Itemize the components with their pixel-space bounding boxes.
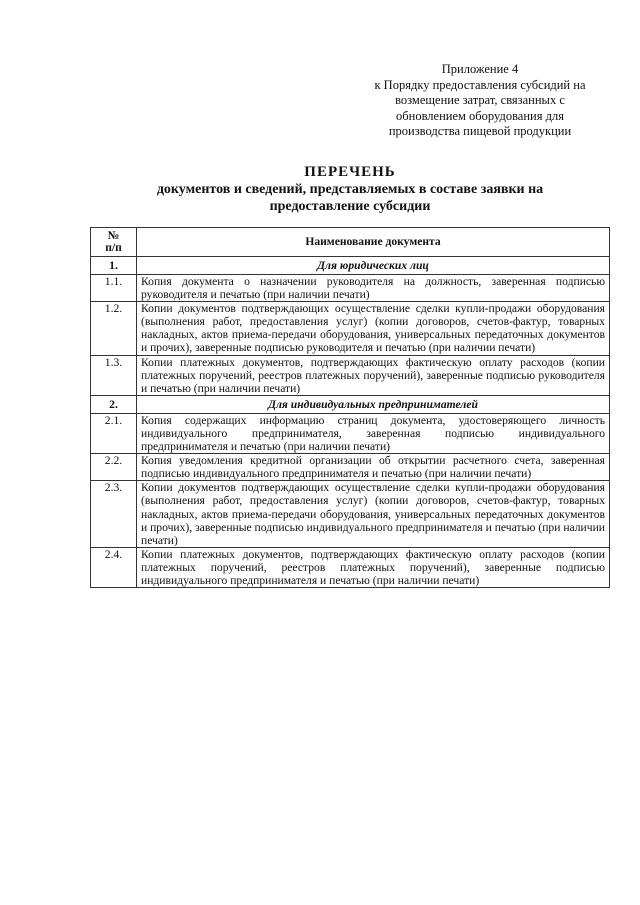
section-row-legal-entities bbox=[91, 257, 610, 275]
header-number bbox=[91, 228, 137, 257]
table-row bbox=[91, 454, 610, 481]
row-number: 1.3. bbox=[91, 355, 137, 395]
row-text: Копии документов подтверждающих осуществление сделки купли-продажи оборудования (выполнения работ, предоставления услуг) (копии договоров, счетов-фактур, товарных накладных, актов приема-передачи оборудования, универсальных передаточных документов и прочих), заверенные подписью индивидуального предпринимателя и печатью (при наличии печати) bbox=[137, 481, 610, 547]
section-number: 2. bbox=[91, 395, 137, 413]
appendix-line: Приложение 4 bbox=[441, 62, 519, 76]
row-number: 2.2. bbox=[91, 454, 137, 481]
document-title bbox=[90, 163, 610, 215]
documents-table bbox=[90, 227, 610, 588]
section-row-entrepreneurs bbox=[91, 395, 610, 413]
header-number-line-2: п/п bbox=[105, 241, 122, 254]
row-text: Копии платежных документов, подтверждающих фактическую оплату расходов (копии платежных поручений, реестров платежных поручений), заверенные подписью руководителя и печатью (при наличии печати) bbox=[137, 355, 610, 395]
section-number: 1. bbox=[91, 257, 137, 275]
row-number: 1.2. bbox=[91, 302, 137, 355]
title-line-2: предоставление субсидии bbox=[269, 199, 431, 214]
title-line-1: документов и сведений, представляемых в составе заявки на bbox=[156, 182, 544, 197]
header-number-line-1: № bbox=[107, 228, 120, 242]
section-title: Для юридических лиц bbox=[137, 257, 610, 275]
row-number: 2.3. bbox=[91, 481, 137, 547]
appendix-line: производства пищевой продукции bbox=[388, 124, 572, 138]
section-title: Для индивидуальных предпринимателей bbox=[137, 395, 610, 413]
appendix-line: обновлением оборудования для bbox=[396, 108, 564, 123]
table-row bbox=[91, 275, 610, 302]
row-text: Копии платежных документов, подтверждающих фактическую оплату расходов (копии платежных поручений, реестров платежных поручений), заверенные подписью индивидуального предпринимателя и печатью (при наличии печати) bbox=[137, 547, 610, 587]
title-main: ПЕРЕЧЕНЬ bbox=[304, 164, 396, 180]
table-header-row bbox=[91, 228, 610, 257]
header-document-name: Наименование документа bbox=[137, 228, 610, 257]
row-text: Копии документов подтверждающих осуществление сделки купли-продажи оборудования (выполнения работ, предоставления услуг) (копии договоров, счетов-фактур, товарных накладных, актов приема-передачи оборудования, универсальных передаточных документов и прочих), заверенные подписью руководителя и печатью (при наличии печати) bbox=[137, 302, 610, 355]
appendix-line: к Порядку предоставления субсидий на bbox=[374, 77, 586, 92]
table-row bbox=[91, 481, 610, 547]
table-row bbox=[91, 355, 610, 395]
row-text: Копия документа о назначении руководителя на должность, заверенная подписью руководителя и печатью (при наличии печати) bbox=[137, 275, 610, 302]
row-text: Копия содержащих информацию страниц документа, удостоверяющего личность индивидуального предпринимателя, заверенная подписью индивидуального предпринимателя и печатью (при наличии печати) bbox=[137, 413, 610, 453]
row-number: 2.4. bbox=[91, 547, 137, 587]
row-number: 1.1. bbox=[91, 275, 137, 302]
appendix-line: возмещение затрат, связанных с bbox=[395, 93, 565, 107]
row-number: 2.1. bbox=[91, 413, 137, 453]
row-text: Копия уведомления кредитной организации об открытии расчетного счета, заверенная подписью индивидуального предпринимателя и печатью (при наличии печати) bbox=[137, 454, 610, 481]
table-row bbox=[91, 413, 610, 453]
table-row bbox=[91, 302, 610, 355]
table-row bbox=[91, 547, 610, 587]
appendix-note bbox=[360, 62, 600, 140]
